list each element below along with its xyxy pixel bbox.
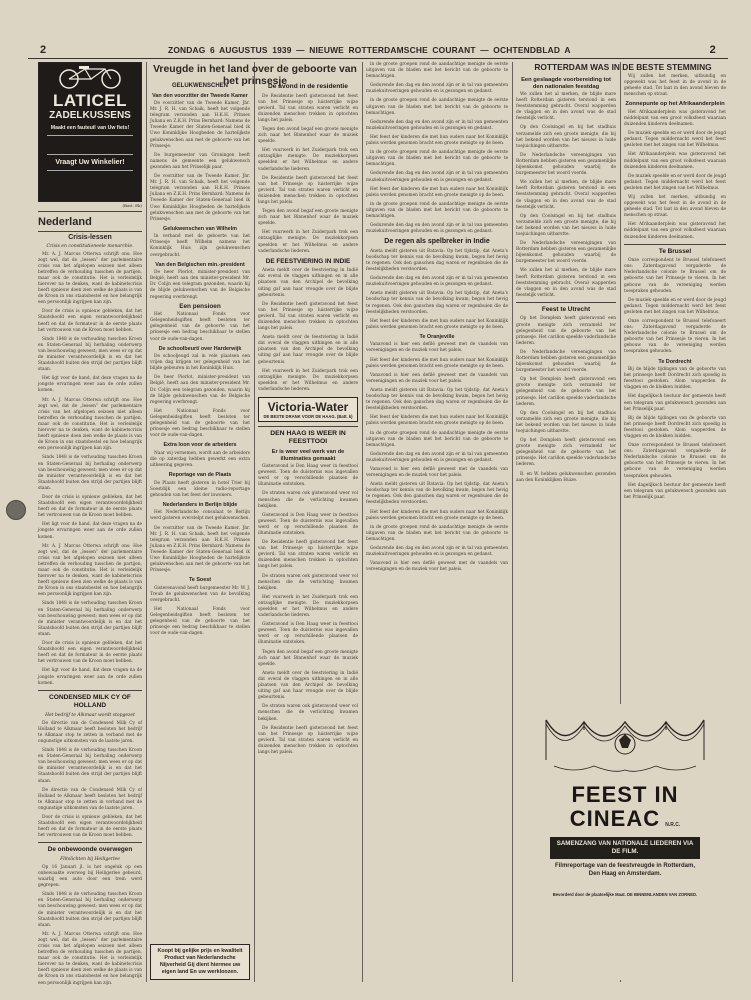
victoria-water-title: Victoria-Water: [267, 400, 349, 415]
article-paragraph: Gedurende den dag en den avond zijn er in tal van gemeenten muziekuitvoeringen gehouden en is gezongen en gedanst.: [366, 83, 508, 95]
column-4: [366, 62, 508, 982]
cineac-nrc: N.R.C.: [665, 822, 681, 828]
cineac-advertisement: [540, 704, 710, 980]
article-paragraph: De voorzitter van de Tweede Kamer, Jhr. Mr. J. R. H. van Schaik, heeft het volgende telegram verzonden aan H.K.H. Prinses Juliana en Z.K.H. Prins Bernhard: Namens de Tweede Kamer der Staten-Generaal bied ik Uwe Koninklijke Hoogheden de hartelijkste gelukwenschen aan met de geboorte van het Prinsesje.: [150, 174, 250, 222]
article-paragraph: Vanavond is hier een defilé geweest met de vaandels van vereenigingen en de muziek voor het paleis.: [366, 561, 508, 573]
nijverheid-advertisement: Koopt bij gelijke prijs en kwaliteit Product van Nederlandsche Nijverheid Gij dient hiermee uw eigen land En uw werkloozen.: [150, 944, 250, 980]
article-headline: DE FEESTVIERING IN INDIE: [265, 257, 351, 265]
article-headline: Extra loon voor de arbeiders: [163, 442, 237, 449]
article-headline: Reportage van de Plaats: [168, 472, 232, 479]
article-paragraph: Het ligt voor de hand, dat deze vragen na de jongste ervaringen weer aan de orde zullen komen.: [38, 668, 142, 686]
article-paragraph: Mr. A. J. Marcus Otterwa schrijft ons: Hoe zegt wel, dat de „lessen” der parlementaire crisis van het afgelopen seizoen niet alleen betreffen de verhouding tusschen de partijen, maar ook de constitutie. Het is verleidelijk hierover na te denken, want de kabinetscrisis heeft opnieuw doen zien welke de plaats is van de Kroon in ons staatsbestel en hoe belangrijk een persoonlijk ingrijpen kan zijn.: [38, 543, 142, 598]
column-rule: [362, 62, 363, 982]
article-paragraph: Onze correspondent te Brussel telefoneert ons: Zaterdagavond vergaderde de Nederlandsche colonie te Brussel om de geboorte van het Prinsesje te vieren. In het gebouw van de vereeniging werden toespraken gehouden.: [624, 258, 726, 294]
divider: [516, 302, 616, 303]
article-paragraph: Sinds 1848 is de verhouding tusschen Kroon en Staten-Generaal bij herhaling onderwerp van beschouwing geweest; men wees er op dat de minister verantwoordelijk is en dat het Staatshoofd buiten den strijd der partijen blijft staan.: [38, 601, 142, 637]
article-paragraph: Het vuurwerk in het Zuiderpark trok een ontzaglijke menigte. De muziekkorpsen speelden er het Wilhelmus en andere vaderlandsche liederen.: [258, 230, 358, 254]
article-headline: DEN HAAG IS WEER IN FEESTTOOI: [270, 430, 346, 446]
article-paragraph: Gedurende den dag en den avond zijn er in tal van gemeenten muziekuitvoeringen gehouden en is gezongen en gedanst.: [366, 119, 508, 131]
article-headline: Crisis-lessen: [68, 234, 112, 241]
article-paragraph: Het vuurwerk in het Zuiderpark trok een ontzaglijke menigte. De muziekkorpsen speelden er het Wilhelmus en andere vaderlandsche liederen.: [258, 594, 358, 619]
article-headline: CONDENSED MILK CY OF HOLLAND: [49, 693, 131, 710]
article-paragraph: Gisterenavond heeft burgemeester Mr. W. J. Treub de gelukwenschen van de bevolking overgebracht.: [150, 585, 250, 603]
ad-note: (Batt. Ek): [122, 203, 142, 208]
article-paragraph: Op 16 Januari jl. is het ongeluk op een onbewaakte overweg bij Heiligerlee gebeurd, waarbij een auto door een trein werd gegrepen.: [38, 864, 142, 889]
article-paragraph: De Residentie heeft gisteravond het feest van het Prinsesje op luisterrijke wijze gevierd. Tal van straten waren verlicht en duizenden menschen trokken in optochten langs het paleis.: [258, 725, 358, 755]
article-paragraph: De directie van de Condensed Milk Cy of Holland te Alkmaar heeft besloten het bedrijf te Alkmaar stop te zetten in verband met de ongunstige uitkomsten van de laatste jaren.: [38, 787, 142, 811]
article-paragraph: in de groote groepen rond de aandachtige menigte de eerste uitgaven van de bladen met het bericht van de geboorte te bemachtigen.: [366, 524, 508, 542]
article-paragraph: We zullen het al merken, de blijde mare heeft Rotterdam gisteren terstond in een feeststemming gebracht. Overal wapperden de vlaggen en in den avond was de stad feestelijk verlicht.: [516, 92, 616, 122]
article-paragraph: Het vuurwerk in het Zuiderpark trok een ontzaglijke menigte. De muziekkorpsen speelden er het Wilhelmus en andere vaderlandsche liederen.: [258, 148, 358, 172]
article-paragraph: Gedurende den dag en den avond zijn er in tal van gemeenten muziekuitvoeringen gehouden en is gezongen en gedanst.: [366, 223, 508, 235]
article-paragraph: Wij zullen het merken, uitbundig en opgewekt was het feest in de avond in de geheele stad. Tot laat in den avond bleven de menschen op straat.: [624, 74, 726, 98]
article-paragraph: Aneta meldt gisteren uit Batavia: Op het tijdstip, dat Aneta's boodschap ter kennis van de bevolking kwam, begon het hevig te regenen. Ook den ganschen dag waren er regenbuien die de feestelijkheden verstoorden.: [366, 387, 508, 412]
column-rule: [512, 62, 513, 982]
section-title: Nederland: [38, 216, 92, 228]
article-headline: De schoolbeurt/ over Harderwijk: [158, 345, 242, 352]
article-headline: De regen als spelbreker in Indie: [384, 238, 490, 246]
article-paragraph: Gisteravond is Den Haag weer in feesttooi geweest. Toen de duisternis was ingevallen werd er op verschillende plaatsen de illuminatie ontstoken.: [258, 512, 358, 536]
article-paragraph: Het vuurwerk in het Zuiderpark trok een ontzaglijke menigte. De muziekkorpsen speelden er het Wilhelmus en andere vaderlandsche liederen.: [258, 368, 358, 392]
article-paragraph: Door de crisis is opnieuw gebleken, dat het Staatshoofd een eigen verantwoordelijkheid heeft en dat de formateur in de eerste plaats het vertrouwen van de Kroon moet hebben.: [38, 309, 142, 333]
bicycle-illustration: [39, 63, 141, 91]
article-paragraph: Het feest der kinderen die met hun ouders naar het Koninklijk paleis werden genomen bracht een groote menigte op de been.: [366, 509, 508, 521]
article-paragraph: De Residentie heeft gisteravond het feest van het Prinsesje op luisterrijke wijze gevierd. Tal van straten waren verlicht en duizenden menschen trokken in optochten langs het paleis.: [258, 540, 358, 570]
article-paragraph: Op den Coolsingel en bij het stadhuis verzamelde zich een groote menigte, die bij het bekend worden van het nieuws in luide toejuichingen uitbarstte.: [516, 125, 616, 149]
article-paragraph: Tegen den avond begaf een groote menigte zich naar het Binnenhof waar de muziek speelde.: [258, 209, 358, 227]
article-paragraph: Het Nederlandsche consulaat te Berlijn werd gisteren overstelpt met gelukwenschen.: [150, 510, 250, 522]
article-paragraph: We zullen het al merken, de blijde mare heeft Rotterdam gisteren terstond in een feeststemming gebracht. Overal wapperden de vlaggen en in den avond was de stad feestelijk verlicht.: [516, 180, 616, 210]
article-headline: Te Soest: [188, 577, 212, 584]
article-paragraph: Het dagelijksch bestuur der gemeente heeft een telegram van gelukwensch gezonden aan het Prinselijk paar.: [624, 394, 726, 412]
article-paragraph: Het Afrikaanderplein was gisteravond het middelpunt van een groot volksfeest waaraan duizenden kinderen deelnamen.: [624, 222, 726, 240]
article-paragraph: Op het Domplein heeft gisteravond een groote menigte zich verzameld ter gelegenheid van de geboorte van het prinsesje. Het carillon speelde vaderlandsche liederen.: [516, 377, 616, 407]
garland-illustration: [544, 710, 706, 780]
article-paragraph: Onze correspondent te Brussel telefoneert ons: Zaterdagavond vergaderde de Nederlandsche colonie te Brussel om de geboorte van het Prinsesje te vieren. In het gebouw van de vereeniging werden toespraken gehouden.: [624, 443, 726, 479]
article-paragraph: Het dagelijksch bestuur der gemeente heeft een telegram van gelukwensch gezonden aan het Prinselijk paar.: [624, 482, 726, 500]
article-paragraph: Sinds 1848 is de verhouding tusschen Kroon en Staten-Generaal bij herhaling onderwerp van beschouwing geweest; men wees er op dat de minister verantwoordelijk is en dat het Staatshoofd buiten den strijd der partijen blijft staan.: [38, 748, 142, 784]
page-number-left: 2: [40, 44, 47, 56]
article-headline: Te Oranjeville: [419, 333, 455, 340]
article-paragraph: De straten waren ook gisteravond weer vol menschen die de verlichting kwamen bekijken.: [258, 491, 358, 509]
cineac-title-1: FEEST IN: [571, 782, 679, 807]
laticel-brand: LATICEL: [52, 91, 127, 110]
article-headline: Nederlanders in Berlijn blijde: [162, 501, 238, 508]
laticel-advertisement: [38, 62, 142, 202]
article-paragraph: De muziek speelde en er werd door de jeugd gedanst. Tegen middernacht werd het feest gesloten met het zingen van het Wilhelmus.: [624, 297, 726, 315]
article-paragraph: De voorzitter van de Tweede Kamer, Jhr. Mr. J. R. H. van Schaik, heeft het volgende telegram verzonden aan H.K.H. Prinses Juliana en Z.K.H. Prins Bernhard: Namens de Tweede Kamer der Staten-Generaal bied ik Uwe Koninklijke Hoogheden de hartelijkste gelukwenschen aan met de geboorte van het Prinsesje.: [150, 101, 250, 149]
rotterdam-headline: ROTTERDAM WAS IN DE BESTE STEMMING: [534, 62, 712, 72]
article-paragraph: Wij zullen het merken, uitbundig en opgewekt was het feest in de avond in de geheele stad. Tot laat in den avond bleven de menschen op straat.: [624, 195, 726, 219]
article-paragraph: Door de crisis is opnieuw gebleken, dat het Staatshoofd een eigen verantwoordelijkheid heeft en dat de formateur in de eerste plaats het vertrouwen van de Kroon moet hebben.: [38, 494, 142, 519]
article-paragraph: De straten waren ook gisteravond weer vol menschen die de verlichting kwamen bekijken.: [258, 704, 358, 722]
article-paragraph: in de groote groepen rond de aandachtige menigte de eerste uitgaven van de bladen met het bericht van de geboorte te bemachtigen.: [366, 201, 508, 219]
article-subhead: Er is weer veel werk van de illuminaties gemaakt: [271, 449, 345, 462]
article-paragraph: Tegen den avond begaf een groote menigte zich naar het Binnenhof waar de muziek speelde.: [258, 649, 358, 667]
column-1: [38, 62, 142, 986]
article-paragraph: De heer Pierlot, minister-president van België, heeft aan den minister-president Mr. Dr. Colijn een telegram gezonden, waarin hij de blijde gelukwenschen van de Belgische regeering overbrengt.: [150, 270, 250, 300]
article-headline: Van den Belgischen min.-president: [155, 261, 245, 268]
article-paragraph: Op het Domplein heeft gisteravond een groote menigte zich verzameld ter gelegenheid van de geboorte van het prinsesje. Het carillon speelde vaderlandsche liederen.: [516, 316, 616, 346]
article-paragraph: Mr. A. J. Marcus Otterwa schrijft ons: Hoe zegt wel, dat de „lessen” der parlementaire crisis van het afgelopen seizoen niet alleen betreffen de verhouding tusschen de partijen, maar ook de constitutie. Het is verleidelijk hierover na te denken, want de kabinetscrisis heeft opnieuw doen zien welke de plaats is van de Kroon in ons staatsbestel en hoe belangrijk een persoonlijk ingrijpen kan zijn.: [38, 397, 142, 452]
main-headline: Vreugde in het land over de geboorte van het prinsesje: [153, 64, 357, 87]
article-subhead: Flitslichten bij Heiligerlee: [60, 856, 120, 862]
article-paragraph: Gedurende den dag en den avond zijn er in tal van gemeenten muziekuitvoeringen gehouden en is gezongen en gedanst.: [366, 171, 508, 183]
article-headline: De onbewoonde overwegen: [47, 846, 133, 854]
divider: [624, 244, 726, 245]
cineac-description: Filmreportage van de feestvreugde in Rotterdam, Den Haag en Amsterdam.: [554, 863, 696, 877]
article-paragraph: Het Nationaal Fonds voor Gelegenheidsgiften heeft besloten ter gelegenheid van de geboorte van het prinsesje een bedrag beschikbaar te stellen voor de oude-van-dagen.: [150, 607, 250, 637]
divider: [38, 690, 142, 691]
article-paragraph: Het feest der kinderen die met hun ouders naar het Koninklijk paleis werden genomen bracht een groote menigte op de been.: [366, 318, 508, 330]
article-headline: Van den voorzitter der Tweede Kamer: [152, 92, 248, 99]
laticel-product: ZADELKUSSENS: [49, 110, 131, 121]
divider: [258, 426, 358, 427]
article-paragraph: De muziek speelde en er werd door de jeugd gedanst. Tegen middernacht werd het feest gesloten met het zingen van het Wilhelmus.: [624, 173, 726, 191]
article-paragraph: in de groote groepen rond de aandachtige menigte de eerste uitgaven van de bladen met het bericht van de geboorte te bemachtigen.: [366, 150, 508, 168]
article-paragraph: De Nederlandsche vereenigingen van Rotterdam hebben gisteren een gezamenlijke bijeenkomst gehouden waarbij de burgemeester het woord voerde.: [516, 152, 616, 177]
article-headline: Een pensioen: [179, 302, 221, 310]
article-paragraph: De straten waren ook gisteravond weer vol menschen die de verlichting kwamen bekijken.: [258, 573, 358, 591]
binder-hole: [6, 500, 26, 520]
article-paragraph: Sinds 1848 is de verhouding tusschen Kroon en Staten-Generaal bij herhaling onderwerp van beschouwing geweest; men wees er op dat de minister verantwoordelijk is en dat het Staatshoofd buiten den strijd der partijen blijft staan.: [38, 892, 142, 928]
cineac-title-2: CINEAC: [569, 806, 661, 831]
laticel-copy-block: [47, 135, 133, 155]
article-paragraph: Het Nationaal Fonds voor Gelegenheidsgiften heeft besloten ter gelegenheid van de geboorte van het prinsesje een bedrag beschikbaar te stellen voor de oude-van-dagen.: [150, 312, 250, 342]
article-paragraph: B. en W. hebben gelukwenschen gezonden aan den Koninklijken Huize.: [516, 471, 616, 483]
article-paragraph: Op den Coolsingel en bij het stadhuis verzamelde zich een groote menigte, die bij het bekend worden van het nieuws in luide toejuichingen uitbarstte.: [516, 410, 616, 434]
article-paragraph: in de groote groepen rond de aandachtige menigte de eerste uitgaven van de bladen met het bericht van de geboorte te bemachtigen.: [366, 62, 508, 80]
article-paragraph: De Residentie heeft gisteravond het feest van het Prinsesje op luisterrijke wijze gevierd. Tal van straten waren verlicht en duizenden menschen trokken in optochten langs het paleis.: [258, 175, 358, 205]
article-paragraph: Het Nationaal Fonds voor Gelegenheidsgiften heeft besloten ter gelegenheid van de geboorte van het prinsesje een bedrag beschikbaar te stellen voor de oude-van-dagen.: [150, 408, 250, 439]
column-rule: [254, 62, 255, 982]
article-paragraph: Het Afrikaanderplein was gisteravond het middelpunt van een groot volksfeest waaraan duizenden kinderen deelnamen.: [624, 109, 726, 128]
article-paragraph: Sinds 1848 is de verhouding tusschen Kroon en Staten-Generaal bij herhaling onderwerp van beschouwing geweest; men wees er op dat de minister verantwoordelijk is en dat het Staatshoofd buiten den strijd der partijen blijft staan.: [38, 336, 142, 373]
article-paragraph: De schooljeugd zal in vele plaatsen een vrijen dag krijgen ter gelegenheid van het blijde gebeuren in het Koninklijk Huis.: [150, 354, 250, 372]
article-paragraph: Aneta meldt gisteren uit Batavia: Op het tijdstip, dat Aneta's boodschap ter kennis van de bevolking kwam, begon het hevig te regenen. Ook den ganschen dag waren er regenbuien die de feestelijkheden verstoorden.: [366, 248, 508, 273]
victoria-water-sub: DE BESTE DRANK VOOR DE HAAG. (Batt. k): [263, 414, 353, 420]
page-header: [28, 44, 728, 59]
article-paragraph: Mr. A. J. Marcus Otterwa schrijft ons: Hoe zegt wel, dat de „lessen” der parlementaire crisis van het afgelopen seizoen niet alleen betreffen de verhouding tusschen de partijen, maar ook de constitutie. Het is verleidelijk hierover na te denken, want de kabinetscrisis heeft opnieuw doen zien welke de plaats is van de Kroon in ons staatsbestel en hoe belangrijk een persoonlijk ingrijpen kan zijn.: [38, 251, 142, 306]
article-paragraph: De heer Pierlot, minister-president van België, heeft aan den minister-president Mr. Dr. Colijn een telegram gezonden, waarin hij de blijde gelukwenschen van de Belgische regeering overbrengt.: [150, 375, 250, 405]
article-subhead: Het bedrijf te Alkmaar wordt stopgezet: [45, 712, 135, 718]
article-headline: Gelukwenschen van Wilhelm: [163, 225, 237, 232]
article-paragraph: De Nederlandsche vereenigingen van Rotterdam hebben gisteren een gezamenlijke bijeenkomst gehouden waarbij de burgemeester het woord voerde.: [516, 349, 616, 374]
article-paragraph: in de groote groepen rond de aandachtige menigte de eerste uitgaven van de bladen met het bericht van de geboorte te bemachtigen.: [366, 98, 508, 116]
article-paragraph: Aneta meldt over de feestviering in Indië dat overal de vlaggen uithingen en in alle plaatsen van den Archipel de bevolking uiting gaf aan haar vreugde over de blijde gebeurtenis.: [258, 335, 358, 365]
article-paragraph: Door de crisis is opnieuw gebleken, dat het Staatshoofd een eigen verantwoordelijkheid heeft en dat de formateur in de eerste plaats het vertrouwen van de Kroon moet hebben.: [38, 641, 142, 665]
article-paragraph: De muziek speelde en er werd door de jeugd gedanst. Tegen middernacht werd het feest gesloten met het zingen van het Wilhelmus.: [624, 131, 726, 149]
article-paragraph: Vanavond is hier een defilé geweest met de vaandels van vereenigingen en de muziek voor het paleis.: [366, 372, 508, 384]
header-dateline: ZONDAG 6 AUGUSTUS 1939 — NIEUWE ROTTERDAMSCHE COURANT — OCHTENDBLAD A: [168, 45, 571, 55]
divider: [38, 231, 142, 232]
article-headline: De avond in de residentie: [268, 83, 348, 90]
divider: [38, 842, 142, 843]
article-headline: Zonnepunte op het Afrikaanderplein: [625, 101, 725, 108]
article-headline: Te Dordrecht: [658, 358, 692, 365]
cineac-footer: Bevorderd door de plaatselijke Maat. DE BINNENLANDEN VAN ZORNED.: [552, 892, 698, 898]
article-paragraph: We zullen het al merken, de blijde mare heeft Rotterdam gisteren terstond in een feeststemming gebracht. Overal wapperden de vlaggen en in den avond was de stad feestelijk verlicht.: [516, 268, 616, 298]
article-paragraph: De Nederlandsche vereenigingen van Rotterdam hebben gisteren een gezamenlijke bijeenkomst gehouden waarbij de burgemeester het woord voerde.: [516, 241, 616, 265]
article-paragraph: In verband met de geboorte van het Prinsesje heeft Wilhelm namens het Koninklijk Huis zijn gelukwenschen overgebracht.: [150, 234, 250, 258]
article-paragraph: Op het Domplein heeft gisteravond een groote menigte zich verzameld ter gelegenheid van de geboorte van het prinsesje. Het carillon speelde vaderlandsche liederen.: [516, 438, 616, 468]
article-paragraph: Aneta meldt over de feestviering in Indië dat overal de vlaggen uithingen en in alle plaatsen van den Archipel de bevolking uiting gaf aan haar vreugde over de blijde gebeurtenis.: [258, 268, 358, 298]
article-paragraph: Gisteravond is Den Haag weer in feesttooi geweest. Toen de duisternis was ingevallen werd er op verschillende plaatsen de illuminatie ontstoken.: [258, 464, 358, 488]
article-paragraph: Gedurende den dag en den avond zijn er in tal van gemeenten muziekuitvoeringen gehouden en is gezongen en gedanst.: [366, 546, 508, 558]
article-paragraph: Mr. A. J. Marcus Otterwa schrijft ons: Hoe zegt wel, dat de „lessen” der parlementaire crisis van het afgelopen seizoen niet alleen betreffen de verhouding tusschen de partijen, maar ook de constitutie. Het is verleidelijk hierover na te denken, want de kabinetscrisis heeft opnieuw doen zien welke de plaats is van de Kroon in ons staatsbestel en hoe belangrijk een persoonlijk ingrijpen kan zijn.: [38, 931, 142, 986]
article-paragraph: Het ligt voor de hand, dat deze vragen na de jongste ervaringen weer aan de orde zullen komen.: [38, 376, 142, 394]
article-paragraph: Bij de blijde tijdingen van de geboorte van het prinsesje heeft Dordrecht zich spoedig in feesttooi gestoken. Alom wapperden de vlaggen en de klokken luidden.: [624, 415, 726, 439]
article-paragraph: Door de crisis is opnieuw gebleken, dat het Staatshoofd een eigen verantwoordelijkheid heeft en dat de formateur in de eerste plaats het vertrouwen van de Kroon moet hebben.: [38, 815, 142, 839]
article-headline: Te Brussel: [658, 247, 692, 255]
divider: [38, 211, 142, 212]
column-rule: [146, 62, 147, 982]
page-number-right: 2: [709, 44, 716, 56]
article-paragraph: Het feest der kinderen die met hun ouders naar het Koninklijk paleis werden genomen bracht een groote menigte op de been.: [366, 134, 508, 147]
article-paragraph: Het feest der kinderen die met hun ouders naar het Koninklijk paleis werden genomen bracht een groote menigte op de been.: [366, 415, 508, 427]
laticel-line2: Vraagt Uw Winkelier!: [55, 159, 125, 166]
article-headline: Feest te Utrecht: [541, 305, 591, 313]
article-paragraph: Gedurende den dag en den avond zijn er in tal van gemeenten muziekuitvoeringen gehouden en is gezongen en gedanst.: [366, 276, 508, 288]
column-3: [258, 62, 358, 982]
article-paragraph: Aneta meldt gisteren uit Batavia: Op het tijdstip, dat Aneta's boodschap ter kennis van de bevolking kwam, begon het hevig te regenen. Ook den ganschen dag waren er regenbuien die de feestelijkheden verstoorden.: [366, 291, 508, 315]
article-paragraph: Het feest der kinderen die met hun ouders naar het Koninklijk paleis werden genomen bracht een groote menigte op de been.: [366, 357, 508, 369]
article-subhead: GELUKWENSCHEN: [171, 83, 228, 89]
article-paragraph: Bij de blijde tijdingen van de geboorte van het prinsesje heeft Dordrecht zich spoedig in feesttooi gestoken. Alom wapperden de vlaggen en de klokken luidden.: [624, 367, 726, 391]
article-paragraph: Naar wij vernemen, wordt aan de arbeiders die op zaterdag hebben gewerkt een extra uitkeering gegeven.: [150, 450, 250, 468]
article-paragraph: De burgemeester van Groningen heeft namens de gemeente een gelukwensch gezonden aan het Prinselijk paar.: [150, 152, 250, 170]
article-paragraph: Aneta meldt gisteren uit Batavia: Op het tijdstip, dat Aneta's boodschap ter kennis van de bevolking kwam, begon het hevig te regenen. Ook den ganschen dag waren er regenbuien die de feestelijkheden verstoorden.: [366, 482, 508, 506]
article-paragraph: De directie van de Condensed Milk Cy of Holland te Alkmaar heeft besloten het bedrijf te Alkmaar stop te zetten in verband met de ongunstige uitkomsten van de laatste jaren.: [38, 720, 142, 744]
article-paragraph: Gedurende den dag en den avond zijn er in tal van gemeenten muziekuitvoeringen gehouden en is gezongen en gedanst.: [366, 451, 508, 463]
cineac-title-row: [540, 807, 710, 831]
article-paragraph: Vanavond is hier een defilé geweest met de vaandels van vereenigingen en de muziek voor het paleis.: [366, 466, 508, 479]
article-paragraph: Op den Coolsingel en bij het stadhuis verzamelde zich een groote menigte, die bij het bekend worden van het nieuws in luide toejuichingen uitbarstte.: [516, 213, 616, 237]
cineac-banner: SAMENZANG VAN NATIONALE LIEDEREN VIA DE FILM.: [550, 837, 700, 859]
article-paragraph: Het Afrikaanderplein was gisteravond het middelpunt van een groot volksfeest waaraan duizenden kinderen deelnamen.: [624, 152, 726, 170]
article-subhead: Crisis en constitutioneele monarchie.: [46, 243, 134, 249]
article-paragraph: De Plaats heeft gisteren in hotel Trier bij Soestdijk een kleine radio-reportage gehouden van het feest der inwoners.: [150, 480, 250, 498]
article-paragraph: in de groote groepen rond de aandachtige menigte de eerste uitgaven van de bladen met het bericht van de geboorte te bemachtigen.: [366, 430, 508, 448]
article-paragraph: Het feest der kinderen die met hun ouders naar het Koninklijk paleis werden genomen bracht een groote menigte op de been.: [366, 186, 508, 198]
laticel-line1: Maakt een fauteuil van Uw fiets!: [50, 125, 130, 131]
article-paragraph: De Residentie heeft gisteravond het feest van het Prinsesje op luisterrijke wijze gevierd. Tal van straten waren verlicht en duizenden menschen trokken in optochten langs het paleis.: [258, 301, 358, 332]
article-paragraph: De Residentie heeft gisteravond het feest van het Prinsesje op luisterrijke wijze gevierd. Tal van straten waren verlicht en duizenden menschen trokken in optochten langs het paleis.: [258, 93, 358, 123]
article-paragraph: Sinds 1848 is de verhouding tusschen Kroon en Staten-Generaal bij herhaling onderwerp van beschouwing geweest; men wees er op dat de minister verantwoordelijk is en dat het Staatshoofd buiten den strijd der partijen blijft staan.: [38, 455, 142, 491]
article-paragraph: Tegen den avond begaf een groote menigte zich naar het Binnenhof waar de muziek speelde.: [258, 126, 358, 145]
article-subhead: Een geslaagde voorbereiding tot den nationalen feestdag: [521, 77, 611, 90]
article-paragraph: Aneta meldt over de feestviering in Indië dat overal de vlaggen uithingen en in alle plaatsen van den Archipel de bevolking uiting gaf aan haar vreugde over de blijde gebeurtenis.: [258, 670, 358, 701]
laticel-footer-block: [47, 170, 133, 185]
article-paragraph: Het ligt voor de hand, dat deze vragen na de jongste ervaringen weer aan de orde zullen komen.: [38, 522, 142, 540]
victoria-water-advertisement: [258, 397, 358, 422]
article-paragraph: Gisteravond is Den Haag weer in feesttooi geweest. Toen de duisternis was ingevallen werd er op verschillende plaatsen de illuminatie ontstoken.: [258, 622, 358, 646]
article-paragraph: Vanavond is hier een defilé geweest met de vaandels van vereenigingen en de muziek voor het paleis.: [366, 342, 508, 354]
article-paragraph: Onze correspondent te Brussel telefoneert ons: Zaterdagavond vergaderde de Nederlandsche colonie te Brussel om de geboorte van het Prinsesje te vieren. In het gebouw van de vereeniging werden toespraken gehouden.: [624, 319, 726, 355]
article-paragraph: De voorzitter van de Tweede Kamer, Jhr. Mr. J. R. H. van Schaik, heeft het volgende telegram verzonden aan H.K.H. Prinses Juliana en Z.K.H. Prins Bernhard: Namens de Tweede Kamer der Staten-Generaal bied ik Uwe Koninklijke Hoogheden de hartelijkste gelukwenschen aan met de geboorte van het Prinsesje.: [150, 525, 250, 574]
